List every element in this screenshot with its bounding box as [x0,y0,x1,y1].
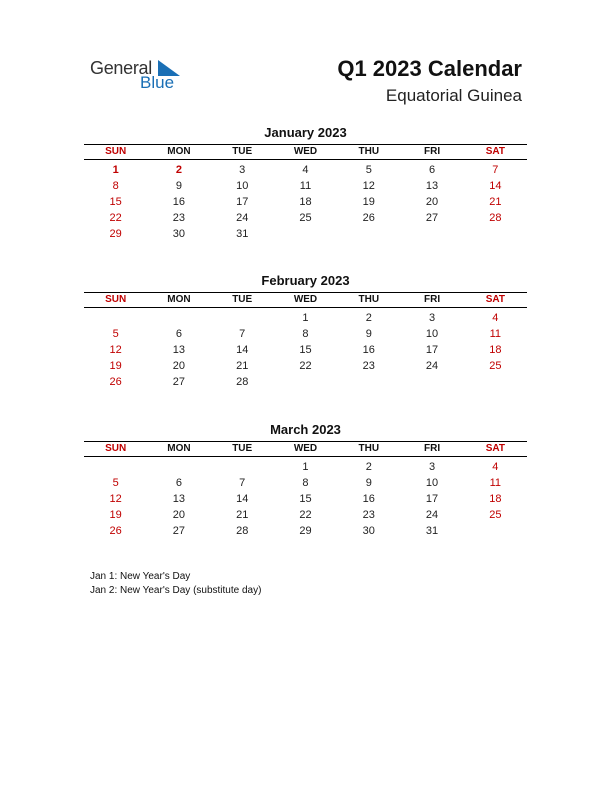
month-title: February 2023 [261,273,350,288]
day-cell: 25 [299,212,312,224]
week-row [84,491,527,507]
empty-day-cell [211,459,274,475]
day-cell: 14 [489,180,502,192]
weekday-sun: SUN [105,294,127,305]
day-cell: 26 [362,212,375,224]
day-cell: 5 [112,477,119,489]
page-title: Q1 2023 Calendar [337,56,522,81]
day-cell: 20 [172,360,186,372]
day-cell: 13 [172,344,186,356]
day-cell: 8 [302,477,309,489]
weekday-wed: WED [293,294,318,305]
day-cell: 7 [239,477,246,489]
weekday-mon: MON [167,294,191,305]
empty-day-cell [464,523,527,539]
day-cell: 22 [299,360,312,372]
day-cell: 14 [236,344,249,356]
day-cell: 2 [365,312,372,324]
week-row [84,342,527,358]
week-row [84,210,527,226]
day-cell: 22 [109,212,122,224]
day-cell: 11 [489,477,502,489]
day-cell: 3 [239,164,246,176]
empty-day-cell [84,310,147,326]
empty-day-cell [400,374,463,390]
day-cell: 3 [428,312,436,324]
day-cell: 24 [236,212,249,224]
weekday-fri: FRI [423,294,441,305]
week-row [84,507,527,523]
empty-day-cell [337,226,400,242]
empty-day-cell [464,374,527,390]
day-cell: 29 [109,228,122,240]
day-cell: 27 [172,525,186,537]
week-row [84,374,527,390]
day-cell: 5 [112,328,119,340]
day-cell: 3 [428,461,436,473]
day-cell: 21 [489,196,502,208]
day-cell: 18 [489,344,502,356]
logo-blue-text: Blue [140,73,175,92]
day-cell: 27 [425,212,439,224]
weekday-mon: MON [167,146,191,157]
week-row [84,162,527,178]
month-grid [84,441,527,539]
day-cell: 23 [172,212,186,224]
holiday-note: Jan 2: New Year's Day (substitute day) [90,585,262,596]
day-cell: 5 [365,164,372,176]
weekday-thu: THU [358,443,380,454]
month-grid [84,292,527,390]
weekday-mon: MON [167,443,191,454]
day-cell: 19 [109,509,122,521]
day-cell: 15 [299,493,312,505]
weekday-tue: TUE [232,443,253,454]
holiday-note: Jan 1: New Year's Day [90,571,191,582]
empty-day-cell [147,459,210,475]
month-title: March 2023 [270,422,341,437]
day-cell: 16 [362,493,375,505]
day-cell: 19 [109,360,122,372]
weekday-tue: TUE [232,294,253,305]
day-cell: 8 [112,180,119,192]
day-cell: 7 [492,164,499,176]
day-cell: 25 [489,360,502,372]
day-cell: 13 [425,180,439,192]
day-cell: 16 [362,344,375,356]
day-cell: 1 [112,164,119,176]
generalblue-logo [90,58,190,94]
day-cell: 30 [362,525,375,537]
weekday-fri: FRI [423,443,441,454]
day-cell: 28 [236,525,249,537]
day-cell: 7 [239,328,246,340]
empty-day-cell [147,310,210,326]
day-cell: 26 [109,525,122,537]
week-row [84,523,527,539]
weekday-fri: FRI [423,146,441,157]
day-cell: 21 [236,509,249,521]
day-cell: 15 [299,344,312,356]
week-row [84,358,527,374]
day-cell: 11 [299,180,312,192]
day-cell: 31 [236,228,249,240]
weekday-sat: SAT [485,443,505,454]
day-cell: 15 [109,196,122,208]
empty-day-cell [84,459,147,475]
day-cell: 27 [172,376,186,388]
month-january [84,125,527,242]
week-row [84,310,527,326]
day-cell: 2 [365,461,372,473]
logo-general-text: General [90,58,152,78]
weekday-wed: WED [293,146,318,157]
day-cell: 16 [172,196,186,208]
day-cell: 24 [425,360,439,372]
month-grid [84,144,527,242]
day-cell: 12 [109,493,122,505]
empty-day-cell [274,226,337,242]
day-cell: 8 [302,328,309,340]
day-cell: 26 [109,376,122,388]
weekday-header-row [84,441,527,457]
day-cell: 6 [428,164,436,176]
empty-day-cell [211,310,274,326]
day-cell: 19 [362,196,375,208]
weekday-header-row [84,144,527,160]
day-cell: 6 [175,477,182,489]
weekday-sun: SUN [105,146,127,157]
day-cell: 31 [425,525,439,537]
weekday-sat: SAT [485,146,505,157]
day-cell: 23 [362,360,375,372]
day-cell: 21 [236,360,249,372]
week-row [84,475,527,491]
day-cell: 20 [172,509,186,521]
day-cell: 17 [236,196,249,208]
day-cell: 17 [425,493,439,505]
day-cell: 4 [302,164,309,176]
day-cell: 10 [425,477,439,489]
day-cell: 28 [236,376,249,388]
day-cell: 9 [365,328,372,340]
weekday-sun: SUN [105,443,127,454]
weekday-sat: SAT [485,294,505,305]
weekday-thu: THU [358,294,380,305]
day-cell: 14 [236,493,249,505]
week-row [84,326,527,342]
day-cell: 24 [425,509,439,521]
day-cell: 10 [425,328,439,340]
day-cell: 25 [489,509,502,521]
empty-day-cell [464,226,527,242]
day-cell: 9 [365,477,372,489]
week-row [84,194,527,210]
month-february [84,273,527,390]
day-cell: 10 [236,180,249,192]
day-cell: 4 [492,312,499,324]
day-cell: 22 [299,509,312,521]
day-cell: 28 [489,212,502,224]
week-row [84,178,527,194]
day-cell: 2 [175,164,182,176]
day-cell: 30 [172,228,186,240]
day-cell: 9 [175,180,182,192]
day-cell: 1 [302,461,309,473]
empty-day-cell [274,374,337,390]
day-cell: 12 [109,344,122,356]
month-march [84,422,527,539]
week-row [84,459,527,475]
country-subtitle: Equatorial Guinea [385,86,522,105]
day-cell: 20 [425,196,439,208]
weekday-thu: THU [358,146,380,157]
day-cell: 18 [299,196,312,208]
day-cell: 4 [492,461,499,473]
empty-day-cell [337,374,400,390]
day-cell: 1 [302,312,309,324]
weekday-tue: TUE [232,146,253,157]
empty-day-cell [400,226,463,242]
day-cell: 29 [299,525,312,537]
day-cell: 11 [489,328,502,340]
weekday-wed: WED [293,443,318,454]
day-cell: 12 [362,180,375,192]
holiday-notes [90,570,261,598]
weekday-header-row [84,292,527,308]
month-title: January 2023 [264,125,347,140]
day-cell: 23 [362,509,375,521]
week-row [84,226,527,242]
day-cell: 13 [172,493,186,505]
day-cell: 6 [175,328,182,340]
day-cell: 17 [425,344,439,356]
day-cell: 18 [489,493,502,505]
